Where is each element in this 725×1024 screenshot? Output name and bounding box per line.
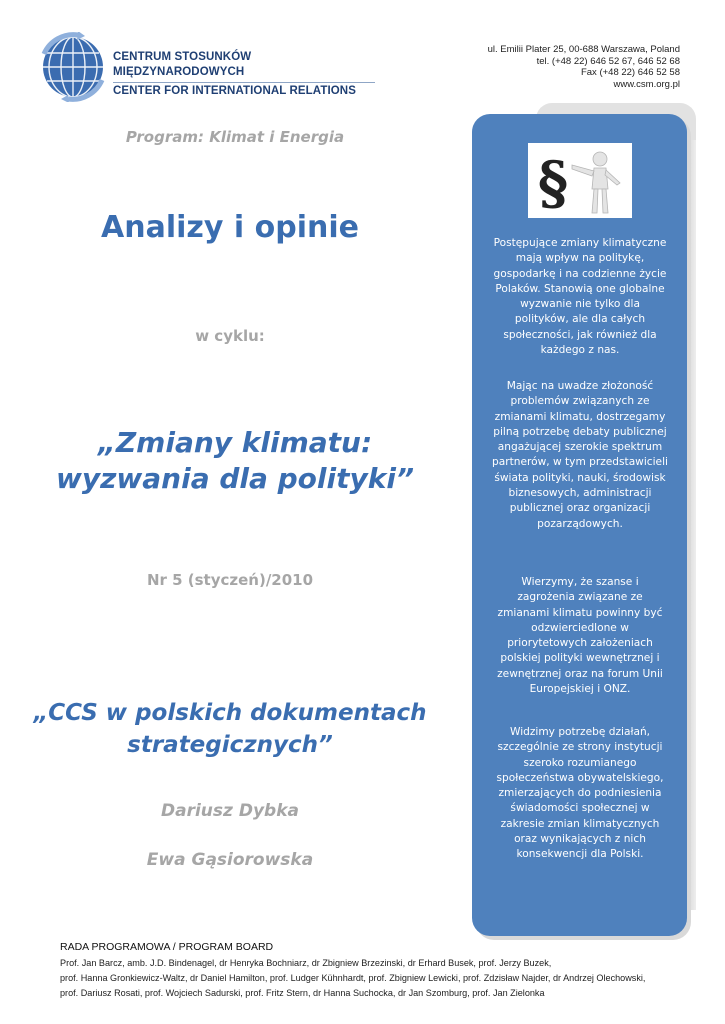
program-board-line-3: prof. Dariusz Rosati, prof. Wojciech Sadurski, prof. Fritz Stern, dr Hanna Suchocka, dr Jan Szomburg, prof. Jan Zielonka — [60, 988, 545, 998]
cycle-label: w cyklu: — [195, 327, 265, 345]
panel-shadow-edge — [686, 140, 696, 910]
author-1: Dariusz Dybka — [161, 801, 299, 821]
cycle-title-line1: „Zmiany klimatu: — [97, 426, 373, 459]
paper-title-line2: strategicznych” — [127, 732, 333, 758]
program-label: Program: Klimat i Energia — [125, 128, 345, 146]
program-board-line-2: prof. Hanna Gronkiewicz-Waltz, dr Daniel Hamilton, prof. Ludger Kühnhardt, prof. Zbigniew Lewicki, prof. Zdzisław Najder, dr Andrzej Olechowski, — [60, 973, 646, 983]
cycle-title — [0, 425, 470, 497]
cycle-title-line2: wyzwania dla polityki” — [56, 462, 414, 495]
panel-paragraph-4: Widzimy potrzebę działań, szczególnie ze strony instytucji szeroko rozumianego społeczeństwa obywatelskiego, zmierzających do podniesienia świadomości społecznej w zakresie zmian klimatycznych oraz wynikających z nich konsekwencji dla Polski. — [496, 726, 664, 861]
paragraph-figure-icon — [528, 143, 632, 218]
panel-paragraph-1: Postępujące zmiany klimatyczne mają wpływ na politykę, gospodarkę i na codzienne życie Polaków. Stanowią one globalne wyzwanie nie tylko dla polityków, ale dla całych społeczności, jak również dla każdego z nas. — [493, 237, 667, 357]
org-name — [113, 50, 375, 99]
address-fax: Fax (+48 22) 646 52 58 — [580, 67, 680, 78]
address-street: ul. Emilii Plater 25, 00-688 Warszawa, Poland — [487, 44, 680, 55]
address-tel: tel. (+48 22) 646 52 67, 646 52 68 — [536, 55, 680, 67]
program-board-line-1: Prof. Jan Barcz, amb. J.D. Bindenagel, dr Henryka Bochniarz, dr Zbigniew Brzezinski, dr Erhard Busek, prof. Jerzy Buzek, — [60, 958, 552, 968]
panel-paragraph-2: Mając na uwadze złożoność problemów związanych ze zmianami klimatu, dostrzegamy pilną potrzebę debaty publicznej angażującej szerokie spektrum partnerów, w tym przedstawicieli świata polityki, nauki, środowisk biznesowych, administracji publicznej oraz organizacji pozarządowych. — [492, 380, 668, 530]
paper-title-line1: „CCS w polskich dokumentach — [33, 700, 427, 726]
svg-text:§: § — [537, 149, 569, 217]
page-title: Analizy i opinie — [101, 210, 359, 245]
contact-address — [488, 44, 680, 90]
program-board-title: RADA PROGRAMOWA / PROGRAM BOARD — [60, 941, 274, 953]
org-name-pl: CENTRUM STOSUNKÓW MIĘDZYNARODOWYCH — [113, 50, 375, 83]
org-name-en: CENTER FOR INTERNATIONAL RELATIONS — [113, 85, 356, 97]
paper-title — [0, 697, 460, 761]
address-web: www.csm.org.pl — [613, 78, 680, 90]
issue-number: Nr 5 (styczeń)/2010 — [146, 571, 314, 589]
panel-paragraph-3: Wierzymy, że szanse i zagrożenia związane ze zmianami klimatu powinny być odzwierciedlone w priorytetowych założeniach polskiej polityki wewnętrznej i zewnętrznej oraz na forum Unii Europejskiej i ONZ. — [497, 576, 663, 696]
csm-globe-logo-icon — [38, 32, 108, 102]
author-2: Ewa Gąsiorowska — [146, 850, 314, 870]
